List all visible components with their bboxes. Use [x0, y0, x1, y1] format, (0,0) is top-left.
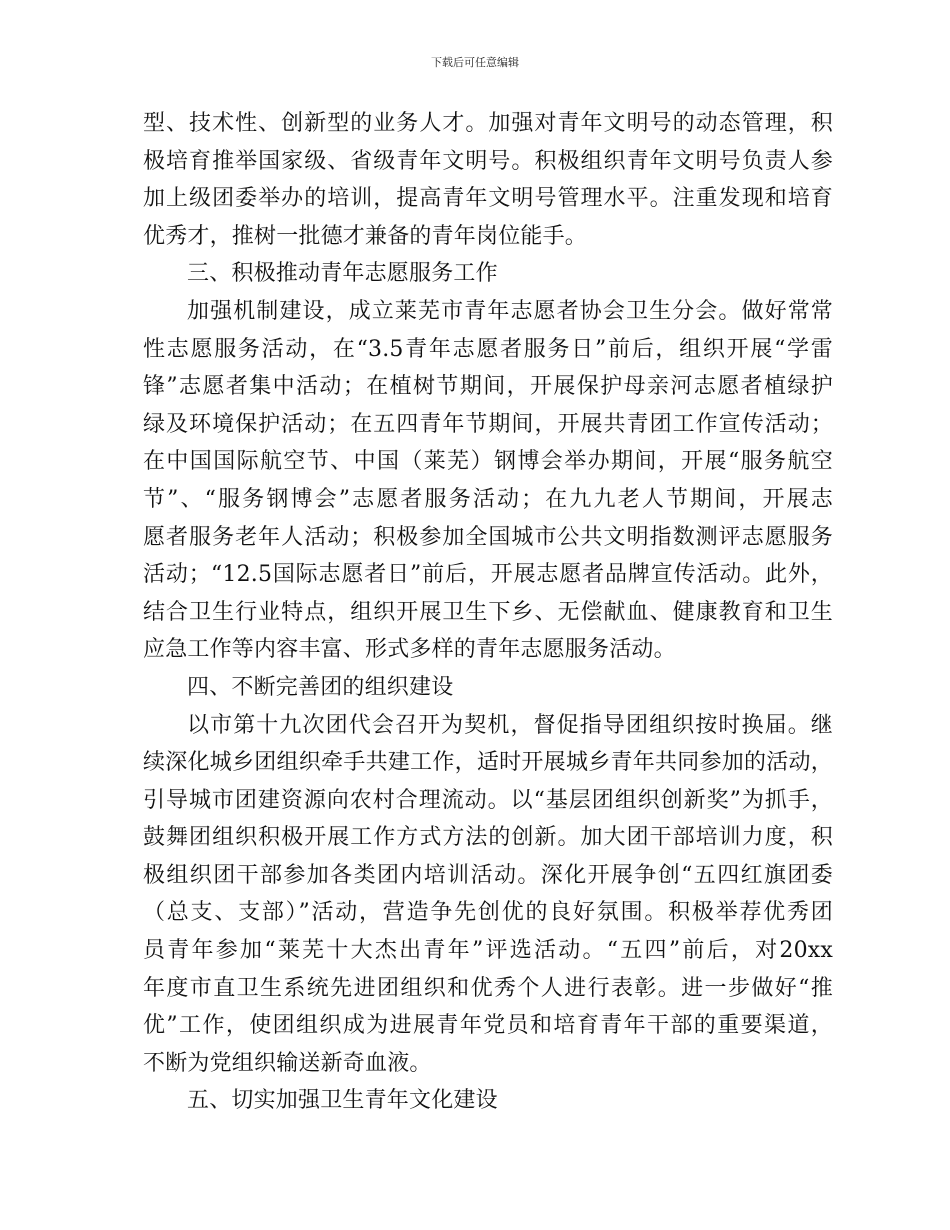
- text-line: 活动；“12.5国际志愿者日”前后，开展志愿者品牌宣传活动。此外，: [143, 562, 833, 588]
- text-line: 锋”志愿者集中活动；在植树节期间，开展保护母亲河志愿者植绿护: [143, 374, 833, 400]
- text-line: 三、积极推动青年志愿服务工作: [187, 261, 498, 287]
- text-line: 应急工作等内容丰富、形式多样的青年志愿服务活动。: [143, 637, 676, 663]
- page-header: 下载后可任意编辑: [431, 56, 519, 69]
- text-line: 引导城市团建资源向农村合理流动。以“基层团组织创新奖”为抓手，: [143, 787, 833, 813]
- text-line: 极组织团干部参加各类团内培训活动。深化开展争创“五四红旗团委: [143, 862, 833, 888]
- text-line: 节”、“服务钢博会”志愿者服务活动；在九九老人节期间，开展志: [143, 486, 833, 512]
- text-line: 加强机制建设，成立莱芜市青年志愿者协会卫生分会。做好常常: [187, 298, 833, 324]
- text-line: 优秀才，推树一批德才兼备的青年岗位能手。: [143, 223, 588, 249]
- text-line: 年度市直卫生系统先进团组织和优秀个人进行表彰。进一步做好“推: [143, 975, 833, 1001]
- text-line: 五、切实加强卫生青年文化建设: [187, 1088, 498, 1114]
- text-line: 性志愿服务活动，在“3.5青年志愿者服务日”前后，组织开展“学雷: [143, 336, 833, 362]
- document-body: [143, 105, 833, 1120]
- text-line: 结合卫生行业特点，组织开展卫生下乡、无偿献血、健康教育和卫生: [143, 599, 833, 625]
- text-line: 极培育推举国家级、省级青年文明号。积极组织青年文明号负责人参: [143, 148, 833, 174]
- text-line: 加上级团委举办的培训，提高青年文明号管理水平。注重发现和培育: [143, 186, 833, 212]
- text-line: 鼓舞团组织积极开展工作方式方法的创新。加大团干部培训力度，积: [143, 825, 833, 851]
- text-line: 员青年参加“莱芜十大杰出青年”评选活动。“五四”前后，对20xx: [143, 938, 833, 964]
- text-line: 优”工作，使团组织成为进展青年党员和培育青年干部的重要渠道，: [143, 1013, 833, 1039]
- text-line: 在中国国际航空节、中国（莱芜）钢博会举办期间，开展“服务航空: [143, 449, 833, 475]
- text-line: 以市第十九次团代会召开为契机，督促指导团组织按时换届。继: [187, 712, 833, 738]
- text-line: 愿者服务老年人活动；积极参加全国城市公共文明指数测评志愿服务: [143, 524, 833, 550]
- text-line: 绿及环境保护活动；在五四青年节期间，开展共青团工作宣传活动；: [143, 411, 833, 437]
- text-line: 型、技术性、创新型的业务人才。加强对青年文明号的动态管理，积: [143, 111, 833, 136]
- text-line: 不断为党组织输送新奇血液。: [143, 1050, 432, 1076]
- text-line: 四、不断完善团的组织建设: [187, 674, 454, 700]
- text-line: （总支、支部）”活动，营造争先创优的良好氛围。积极举荐优秀团: [143, 900, 833, 926]
- text-line: 续深化城乡团组织牵手共建工作，适时开展城乡青年共同参加的活动，: [143, 750, 833, 776]
